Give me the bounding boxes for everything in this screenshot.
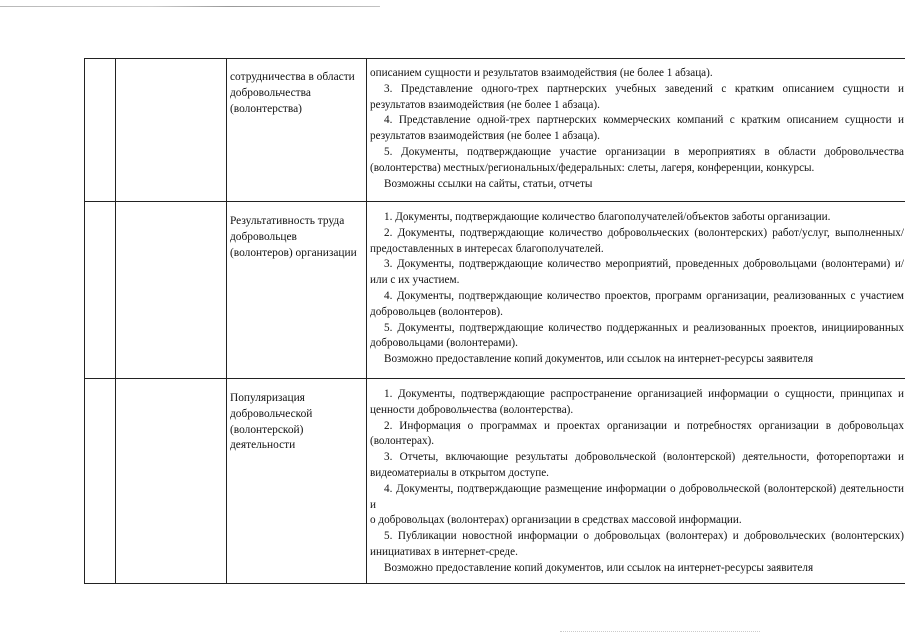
criterion-text: сотрудничества в области добровольчества (волонтерства) — [230, 71, 355, 115]
criterion-text: Популяризация добровольческой (волонтерской) деятельности — [230, 392, 313, 452]
documents-cell — [367, 202, 905, 379]
paragraph: 1. Документы, подтверждающие количество благополучателей/объектов заботы организации. — [384, 211, 831, 223]
criterion-text: Результативность труда добровольцев (волонтеров) организации — [230, 215, 357, 259]
paragraph: 3. Отчеты, включающие результаты добровольческой (волонтерской) деятельности, фоторепортажи и видеоматериалы в открытом доступе. — [370, 451, 904, 479]
nomination-cell — [116, 379, 227, 584]
paragraph: 2. Информация о программах и проектах организации и потребностях организации в добровольцах (волонтерах). — [370, 419, 904, 448]
paragraph: описанием сущности и результатов взаимодействия (не более 1 абзаца). — [370, 67, 713, 79]
criterion-cell — [227, 379, 367, 584]
table-row — [85, 59, 905, 202]
criterion-cell — [227, 59, 367, 202]
documents-cell — [367, 379, 905, 584]
scan-artifact-line — [0, 6, 380, 7]
nomination-cell — [116, 202, 227, 379]
paragraph: 1. Документы, подтверждающие распространение организацией информации о сущности, принципах и ценности добровольчества (волонтерства). — [370, 388, 904, 416]
paragraph: 2. Документы, подтверждающие количество добровольческих (волонтерских) работ/услуг, выполненных/предоставленных в интересах благополучателей. — [370, 226, 904, 255]
criteria-table — [84, 58, 905, 584]
nomination-cell — [116, 59, 227, 202]
table-row — [85, 202, 905, 379]
paragraph: Возможно предоставление копий документов, или ссылок на интернет-ресурсы заявителя — [384, 353, 814, 366]
paragraph: о добровольцах (волонтерах) организации в средствах массовой информации. — [370, 514, 742, 527]
number-cell — [85, 202, 116, 379]
scan-artifact-dots — [560, 631, 760, 633]
paragraph: Возможно предоставление копий документов, или ссылок на интернет-ресурсы заявителя — [384, 561, 814, 574]
paragraph: Возможны ссылки на сайты, статьи, отчеты — [384, 177, 593, 190]
paragraph: 5. Документы, подтверждающие участие организации в мероприятиях в области добровольчества (волонтерства) местных/региональных/федеральных: слеты, лагеря, конференции, конкурсы. — [370, 145, 904, 174]
paragraph: 5. Публикации новостной информации о добровольцах (волонтерах) и добровольческих (волонтерских) инициативах в интернет-среде. — [370, 530, 904, 558]
paragraph: 5. Документы, подтверждающие количество поддержанных и реализованных проектов, инициированных добровольцами (волонтерами). — [370, 321, 904, 350]
paragraph: 3. Представление одного-трех партнерских учебных заведений с кратким описанием сущности и результатов взаимодействия (не более 1 абзаца). — [370, 82, 904, 111]
paragraph: 3. Документы, подтверждающие количество мероприятий, проведенных добровольцами (волонтерами) и/или с их участием. — [370, 258, 904, 287]
table-row — [85, 379, 905, 584]
number-cell — [85, 379, 116, 584]
criterion-cell — [227, 202, 367, 379]
paragraph: 4. Документы, подтверждающие количество проектов, программ организации, реализованных с участием добровольцев (волонтеров). — [370, 289, 904, 318]
number-cell — [85, 59, 116, 202]
paragraph: 4. Документы, подтверждающие размещение информации о добровольческой (волонтерской) деятельности и — [370, 482, 904, 511]
documents-cell — [367, 59, 905, 202]
paragraph: 4. Представление одной-трех партнерских коммерческих компаний с кратким описанием сущности и результатов взаимодействия (не более 1 абзаца). — [370, 114, 904, 143]
